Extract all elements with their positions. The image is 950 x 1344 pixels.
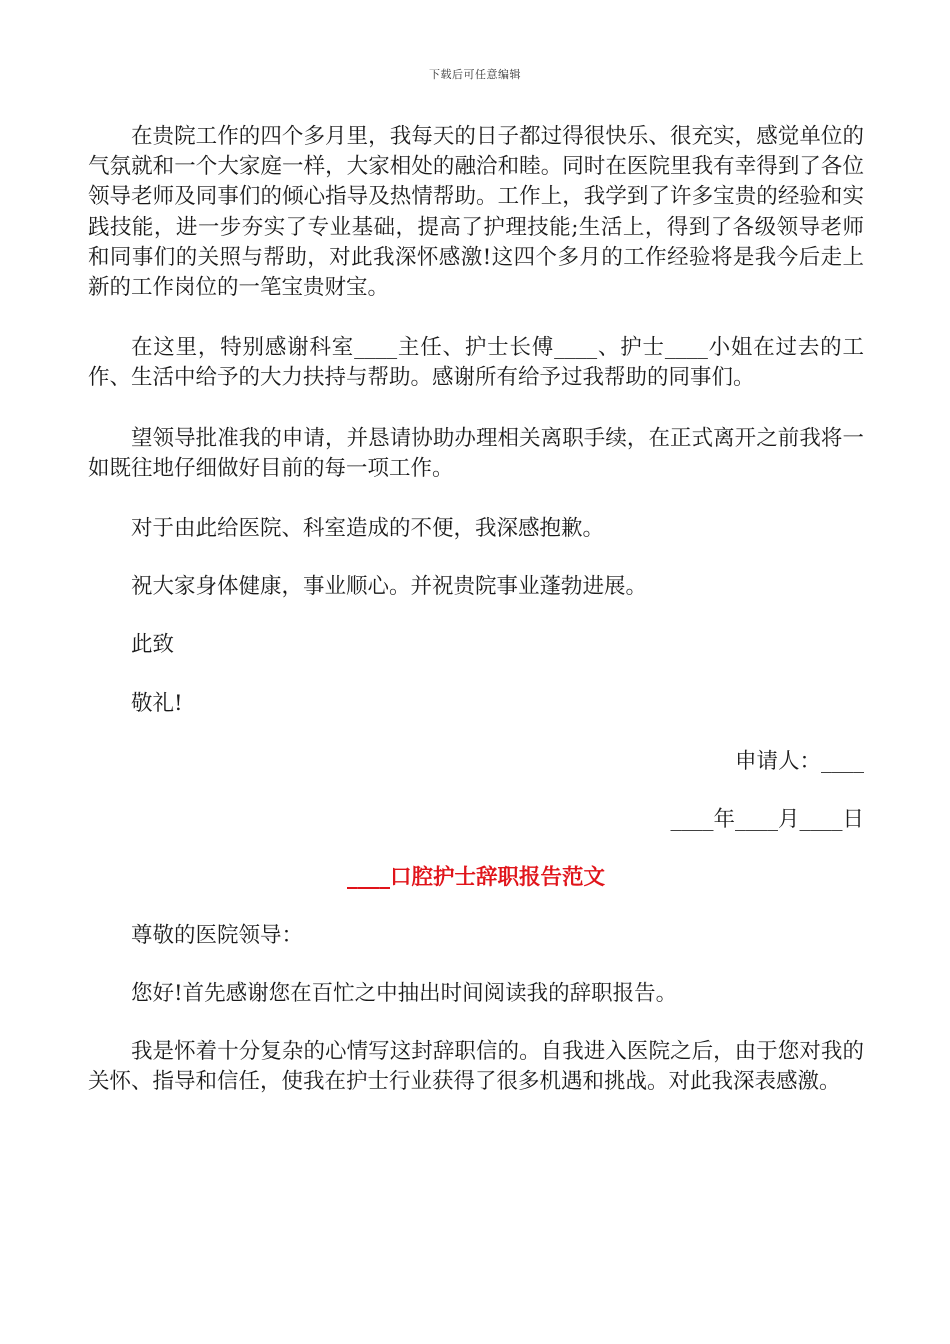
letter1-paragraph-3: 望领导批准我的申请，并恳请协助办理相关离职手续，在正式离开之前我将一如既往地仔细做好目前的每一项工作。 bbox=[88, 425, 864, 481]
letter1-closing-1: 此致 bbox=[131, 632, 175, 658]
letter2-salutation: 尊敬的医院领导： bbox=[131, 922, 304, 948]
document-body bbox=[88, 122, 864, 1098]
letter1-paragraph-1: 在贵院工作的四个多月里，我每天的日子都过得很快乐、很充实，感觉单位的气氛就和一个大家庭一样，大家相处的融洽和睦。同时在医院里我有幸得到了各位领导老师及同事们的倾心指导及热情帮助。工作上，我学到了许多宝贵的经验和实践技能，进一步夯实了专业基础，提高了护理技能;生活上，得到了各级领导老师和同事们的关照与帮助，对此我深怀感激!这四个多月的工作经验将是我今后走上新的工作岗位的一笔宝贵财宝。 bbox=[88, 124, 864, 301]
letter2-title: ____口腔护士辞职报告范文 bbox=[346, 864, 605, 890]
letter2-paragraph-1: 您好!首先感谢您在百忙之中抽出时间阅读我的辞职报告。 bbox=[131, 981, 678, 1007]
header-note: 下载后可任意编辑 bbox=[429, 68, 521, 81]
letter2-paragraph-2: 我是怀着十分复杂的心情写这封辞职信的。自我进入医院之后，由于您对我的关怀、指导和信任，使我在护士行业获得了很多机遇和挑战。对此我深表感激。 bbox=[88, 1039, 864, 1095]
letter1-paragraph-2: 在这里，特别感谢科室____主任、护士长傅____、护士____小姐在过去的工作、生活中给予的大力扶持与帮助。感谢所有给予过我帮助的同事们。 bbox=[88, 335, 864, 391]
letter1-paragraph-4: 对于由此给医院、科室造成的不便，我深感抱歉。 bbox=[131, 516, 605, 542]
letter1-signature: 申请人：____ bbox=[734, 748, 864, 774]
letter1-paragraph-5: 祝大家身体健康，事业顺心。并祝贵院事业蓬勃进展。 bbox=[131, 574, 648, 600]
letter1-date: ____年____月____日 bbox=[670, 806, 864, 832]
letter1-closing-2: 敬礼! bbox=[131, 690, 183, 716]
